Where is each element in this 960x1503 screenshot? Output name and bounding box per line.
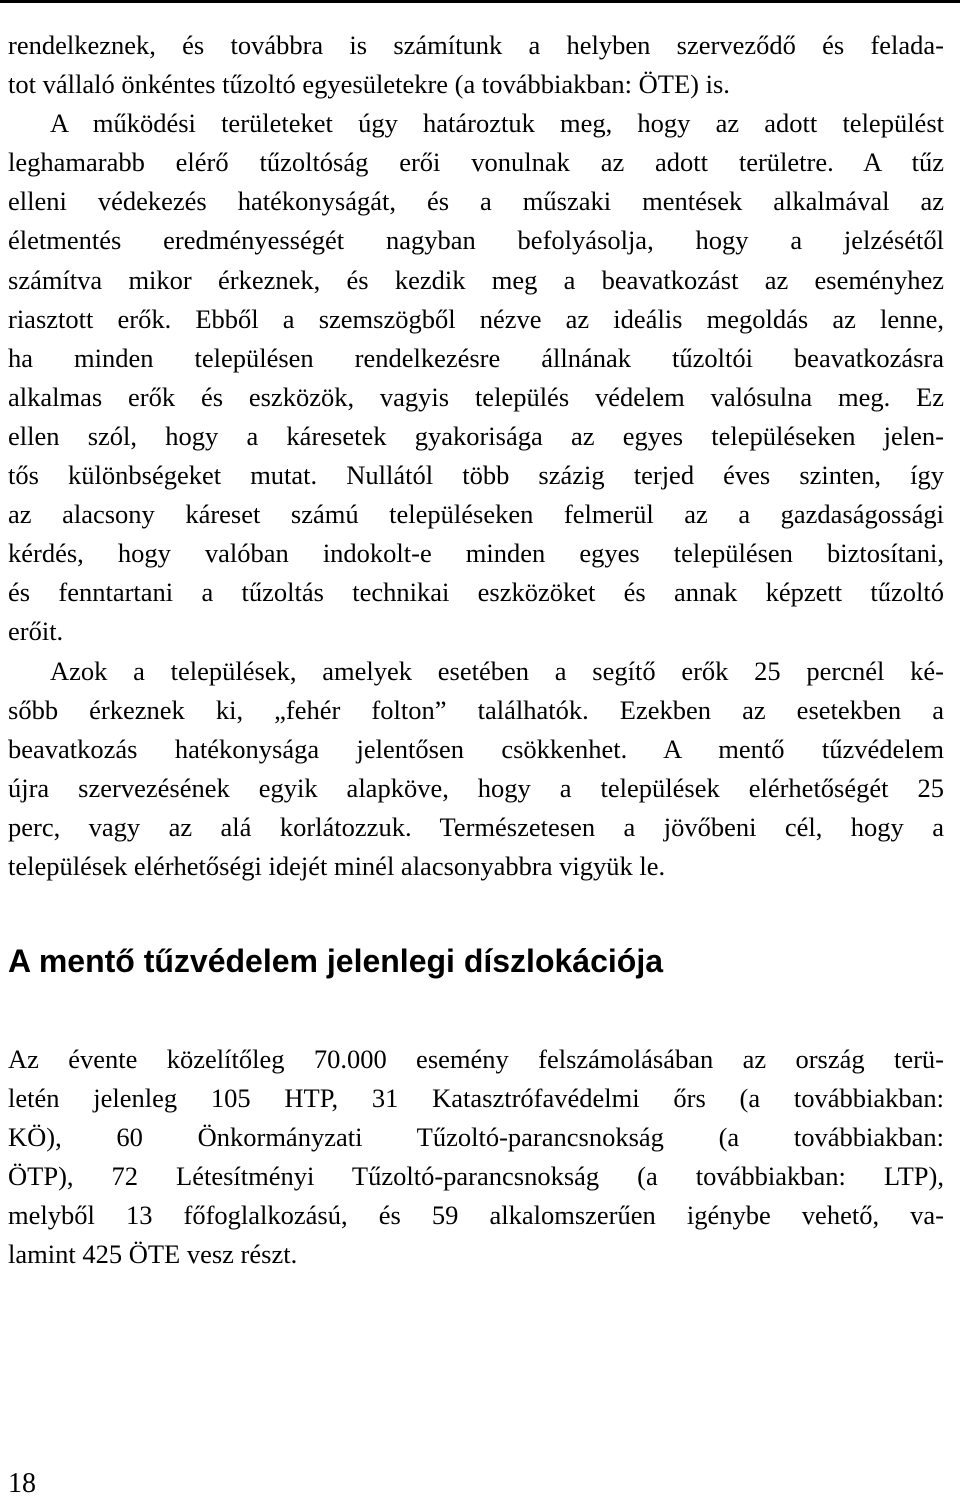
- text-line: életmentés eredményességét nagyban befolyásolja, hogy a jelzésétől: [8, 225, 944, 256]
- text-line: számítva mikor érkeznek, és kezdik meg a beavatkozást az eseményhez: [8, 264, 944, 295]
- text-line: beavatkozás hatékonysága jelentősen csökkenhet. A mentő tűzvédelem: [8, 733, 944, 764]
- text-line: ha minden településen rendelkezésre állnának tűzoltói beavatkozásra: [8, 342, 944, 373]
- text-line: kérdés, hogy valóban indokolt-e minden egyes településen biztosítani,: [8, 538, 944, 569]
- text-line: KÖ), 60 Önkormányzati Tűzoltó-parancsnokság (a továbbiakban:: [8, 1122, 944, 1153]
- text-line: újra szervezésének egyik alapköve, hogy a települések elérhetőségét 25: [8, 772, 944, 803]
- text-line: ellen szól, hogy a káresetek gyakorisága az egyes településeken jelen-: [8, 420, 944, 451]
- text-line: erőit.: [8, 616, 64, 647]
- paragraph-4: [8, 1040, 944, 1275]
- text-line: riasztott erők. Ebből a szemszögből nézve az ideális megoldás az lenne,: [8, 303, 944, 334]
- paragraph-1: [8, 26, 944, 104]
- section-heading: A mentő tűzvédelem jelenlegi díszlokációja: [8, 943, 663, 979]
- text-line: A működési területeket úgy határoztuk meg, hogy az adott települést: [50, 108, 944, 139]
- text-line: lamint 425 ÖTE vesz részt.: [8, 1239, 298, 1270]
- text-line: Azok a települések, amelyek esetében a segítő erők 25 percnél ké-: [50, 655, 944, 686]
- text-line: sőbb érkeznek ki, „fehér folton” találhatók. Ezekben az esetekben a: [8, 694, 944, 725]
- text-line: ÖTP), 72 Létesítményi Tűzoltó-parancsnokság (a továbbiakban: LTP),: [8, 1161, 944, 1192]
- text-line: települések elérhetőségi idejét minél alacsonyabbra vigyük le.: [8, 850, 666, 881]
- paragraph-2: [8, 104, 944, 651]
- top-rule: [0, 0, 960, 3]
- text-line: elleni védekezés hatékonyságát, és a műszaki mentések alkalmával az: [8, 186, 944, 217]
- text-line: tot vállaló önkéntes tűzoltó egyesületekre (a továbbiakban: ÖTE) is.: [8, 69, 730, 100]
- page-number: 18: [8, 1468, 36, 1499]
- text-line: melyből 13 főfoglalkozású, és 59 alkalomszerűen igénybe vehető, va-: [8, 1200, 944, 1231]
- text-line: az alacsony káreset számú településeken felmerül az a gazdaságossági: [8, 499, 944, 530]
- text-line: rendelkeznek, és továbbra is számítunk a helyben szerveződő és felada-: [8, 30, 944, 60]
- text-line: alkalmas erők és eszközök, vagyis település védelem valósulna meg. Ez: [8, 381, 944, 412]
- text-line: leghamarabb elérő tűzoltóság erői vonulnak az adott területre. A tűz: [8, 147, 944, 178]
- text-line: és fenntartani a tűzoltás technikai eszközöket és annak képzett tűzoltó: [8, 577, 944, 608]
- text-line: Az évente közelítőleg 70.000 esemény felszámolásában az ország terü-: [8, 1044, 944, 1074]
- text-line: tős különbségeket mutat. Nullától több százig terjed éves szinten, így: [8, 460, 944, 491]
- text-line: perc, vagy az alá korlátozzuk. Természetesen a jövőbeni cél, hogy a: [8, 811, 944, 842]
- text-line: letén jelenleg 105 HTP, 31 Katasztrófavédelmi őrs (a továbbiakban:: [8, 1083, 944, 1114]
- paragraph-3: [8, 652, 944, 887]
- page-content: [8, 26, 944, 1270]
